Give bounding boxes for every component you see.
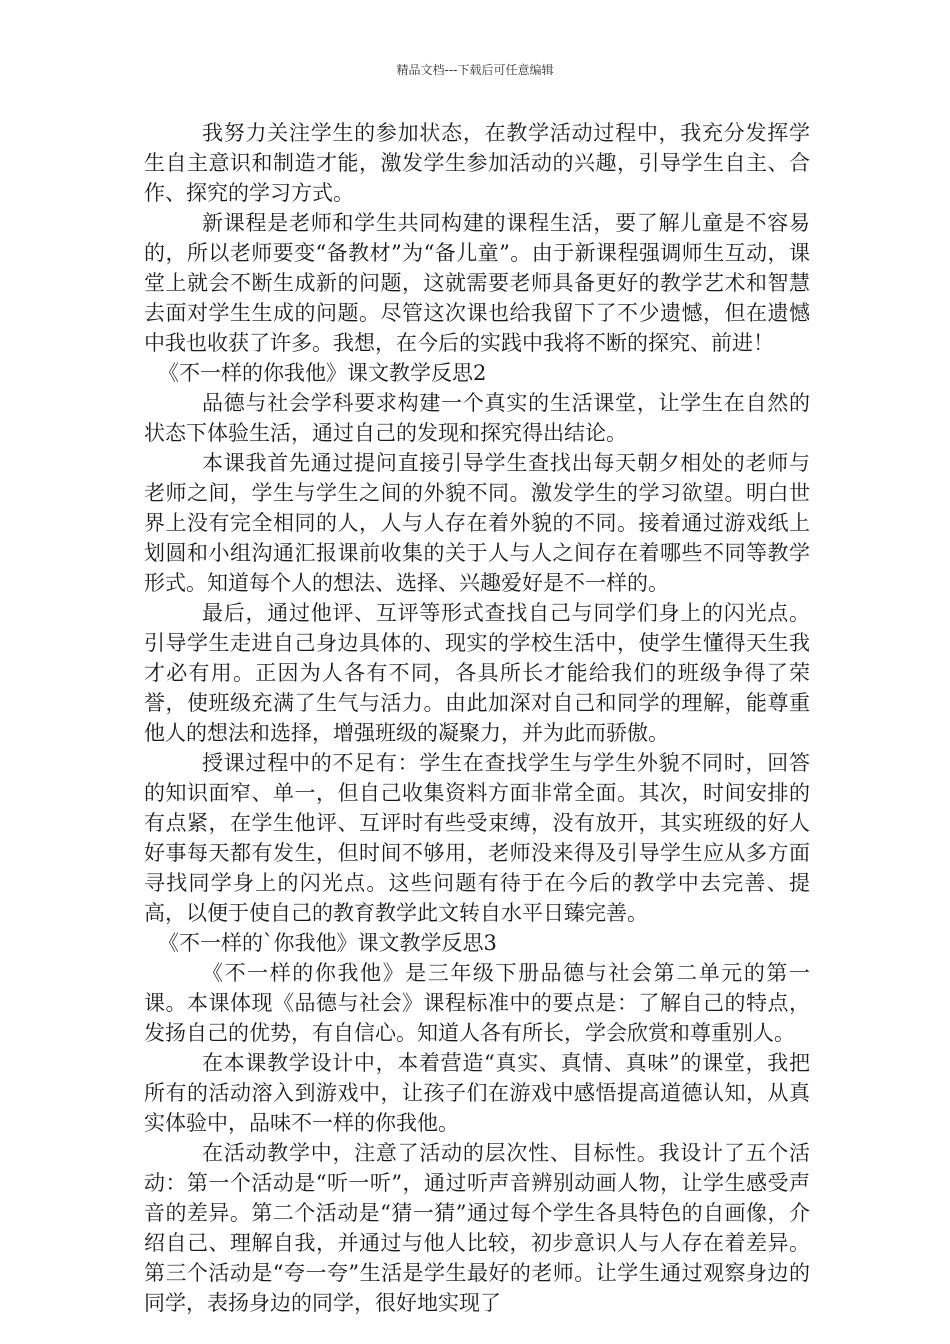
paragraph: 我努力关注学生的参加状态，在教学活动过程中，我充分发挥学生自主意识和制造才能，激发学生参加活动的兴趣，引导学生自主、合作、探究的学习方式。: [144, 121, 810, 205]
paragraph: 本课我首先通过提问直接引导学生查找出每天朝夕相处的老师与老师之间，学生与学生之间的外貌不同。激发学生的学习欲望。明白世界上没有完全相同的人，人与人存在着外貌的不同。接着通过游戏纸上划圆和小组沟通汇报课前收集的关于人与人之间存在着哪些不同等教学形式。知道每个人的想法、选择、兴趣爱好是不一样的。: [144, 451, 810, 595]
paragraph: 《不一样的你我他》是三年级下册品德与社会第二单元的第一课。本课体现《品德与社会》课程标准中的要点是：了解自己的特点，发扬自己的优势，有自信心。知道人各有所长，学会欣赏和尊重别人。: [144, 961, 810, 1045]
paragraph: 在活动教学中，注意了活动的层次性、目标性。我设计了五个活动：第一个活动是“听一听”，通过听声音辨别动画人物，让学生感受声音的差异。第二个活动是“猜一猜”通过每个学生各具特色的自画像，介绍自己、理解自我，并通过与他人比较，初步意识人与人存在着差异。第三个活动是“夸一夸”生活是学生最好的老师。让学生通过观察身边的同学，表扬身边的同学，很好地实现了: [144, 1141, 810, 1315]
paragraph: 新课程是老师和学生共同构建的课程生活，要了解儿童是不容易的，所以老师要变“备教材”为“备儿童”。由于新课程强调师生互动，课堂上就会不断生成新的问题，这就需要老师具备更好的教学艺术和智慧去面对学生生成的问题。尽管这次课也给我留下了不少遗憾，但在遗憾中我也收获了许多。我想，在今后的实践中我将不断的探究、前进！: [144, 211, 810, 355]
paragraph: 授课过程中的不足有：学生在查找学生与学生外貌不同时，回答的知识面窄、单一，但自己收集资料方面非常全面。其次，时间安排的有点紧，在学生他评、互评时有些受束缚，没有放开，其实班级的好人好事每天都有发生，但时间不够用，老师没来得及引导学生应从多方面寻找同学身上的闪光点。这些问题有待于在今后的教学中去完善、提高，以便于使自己的教育教学此文转自水平日臻完善。: [144, 751, 810, 925]
section-heading: 《不一样的你我他》课文教学反思2: [158, 361, 487, 385]
page-header: 精品文档---下载后可任意编辑: [396, 63, 554, 77]
paragraph: 在本课教学设计中，本着营造“真实、真情、真味”的课堂，我把所有的活动溶入到游戏中，让孩子们在游戏中感悟提高道德认知，从真实体验中，品味不一样的你我他。: [144, 1051, 810, 1135]
paragraph: 最后，通过他评、互评等形式查找自己与同学们身上的闪光点。引导学生走进自己身边具体的、现实的学校生活中，使学生懂得天生我才必有用。正因为人各有不同，各具所长才能给我们的班级争得了荣誉，使班级充满了生气与活力。由此加深对自己和同学的理解，能尊重他人的想法和选择，增强班级的凝聚力，并为此而骄傲。: [144, 601, 810, 745]
document-body: [144, 118, 810, 1318]
section-heading: 《不一样的`你我他》课文教学反思3: [158, 931, 497, 955]
paragraph: 品德与社会学科要求构建一个真实的生活课堂，让学生在自然的状态下体验生活，通过自己的发现和探究得出结论。: [144, 391, 810, 445]
